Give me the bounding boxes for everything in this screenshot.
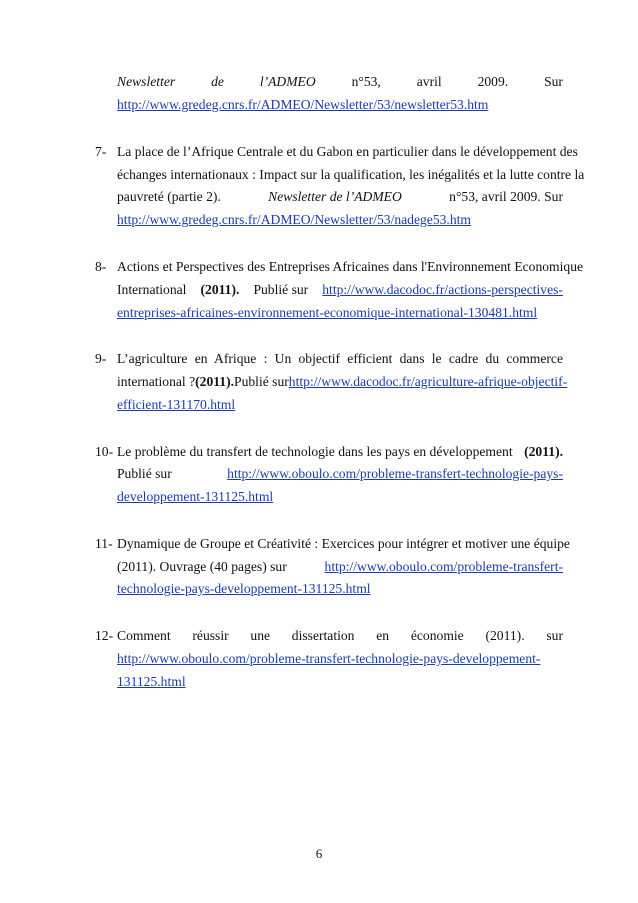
ref-7-line-1: La place de l’Afrique Centrale et du Gabon en particulier dans le développement des [117, 144, 578, 159]
ref-10-url-link-cont[interactable]: developpement-131125.html [117, 489, 274, 504]
continuation-url-link[interactable]: http://www.gredeg.cnrs.fr/ADMEO/Newsletter/53/newsletter53.htm [117, 97, 489, 112]
ref-7-line-3 [117, 189, 563, 205]
ref-7-text-c: n°53, avril 2009. Sur [449, 189, 563, 204]
ref-7-line-2: échanges internationaux : Impact sur la qualification, les inégalités et la lutte contre la [117, 167, 585, 182]
ref-8-year: (2011). [200, 282, 240, 297]
ref-number: 7- [95, 144, 107, 159]
ref-11-line-1: Dynamique de Groupe et Créativité : Exercices pour intégrer et motiver une équipe [117, 536, 570, 551]
ref-8-line-2 [117, 282, 563, 298]
ref-12-line-1: Comment réussir une dissertation en économie (2011). sur [117, 628, 563, 643]
ref-number: 10- [95, 444, 114, 459]
issue-word: n°53, [351, 74, 381, 89]
ref-11-url-line-2 [117, 581, 371, 597]
ref-11-text-a: (2011). Ouvrage (40 pages) sur [117, 559, 287, 574]
ref-9-url-link[interactable]: http://www.dacodoc.fr/agriculture-afrique-objectif- [288, 374, 568, 389]
ref-number: 11- [95, 536, 113, 551]
sur-word: Sur [544, 74, 563, 89]
ref-10-year: (2011). [524, 444, 563, 459]
ref-12-url-link[interactable]: http://www.oboulo.com/probleme-transfert-technologie-pays-developpement- [117, 651, 541, 666]
ref-12-url-line-2 [117, 674, 186, 690]
ref-7-url-line [117, 212, 471, 228]
ref-7-url-link[interactable]: http://www.gredeg.cnrs.fr/ADMEO/Newsletter/53/nadege53.htm [117, 212, 471, 227]
ref-7-text-b: Newsletter de l’ADMEO [268, 189, 402, 204]
ref-8-line-1: Actions et Perspectives des Entreprises Africaines dans l'Environnement Economique [117, 259, 584, 274]
ref-10-line-2 [117, 466, 563, 482]
ref-7-text-a: pauvreté (partie 2). [117, 189, 221, 204]
ref-number: 12- [95, 628, 114, 643]
ref-11-url-link-cont[interactable]: technologie-pays-developpement-131125.html [117, 581, 371, 596]
ref-9-url-line-2 [117, 397, 235, 413]
ref-8-url-link-cont[interactable]: entreprises-africaines-environnement-economique-international-130481.html [117, 305, 538, 320]
ref-8-url-line-2 [117, 305, 537, 321]
ref-11-url-link[interactable]: http://www.oboulo.com/probleme-transfert- [324, 559, 563, 574]
page-number: 6 [315, 846, 323, 861]
newsletter-word: Newsletter [117, 74, 176, 89]
ref-9-year: (2011). [195, 374, 235, 389]
ref-10-line-1 [117, 444, 563, 460]
ref-10-text-a2: Publié sur [117, 466, 172, 481]
ref-12-url-line-1 [117, 651, 540, 667]
ref-8-text-a: International [117, 282, 187, 297]
ref-8-text-c: Publié sur [253, 282, 309, 297]
ref-12-url-link-cont[interactable]: 131125.html [117, 674, 186, 689]
ref-10-text-a: Le problème du transfert de technologie dans les pays en développement [117, 444, 513, 459]
ref-9-line-2 [117, 374, 568, 390]
continuation-line [117, 74, 563, 90]
ref-11-line-2 [117, 559, 563, 575]
continuation-url-line [117, 97, 488, 113]
month-word: avril [416, 74, 442, 89]
year-word: 2009. [477, 74, 509, 89]
ref-9-text-c: Publié sur [234, 374, 289, 389]
admeo-word: l’ADMEO [259, 74, 316, 89]
ref-number: 8- [95, 259, 107, 274]
ref-8-url-link[interactable]: http://www.dacodoc.fr/actions-perspectives- [322, 282, 563, 297]
de-word: de [211, 74, 224, 89]
ref-9-url-link-cont[interactable]: efficient-131170.html [117, 397, 236, 412]
ref-9-line-1: L’agriculture en Afrique : Un objectif efficient dans le cadre du commerce [117, 351, 563, 366]
ref-10-url-link[interactable]: http://www.oboulo.com/probleme-transfert-technologie-pays- [227, 466, 563, 481]
ref-number: 9- [95, 351, 107, 366]
ref-9-text-a: international ? [117, 374, 196, 389]
ref-10-url-line-2 [117, 489, 273, 505]
